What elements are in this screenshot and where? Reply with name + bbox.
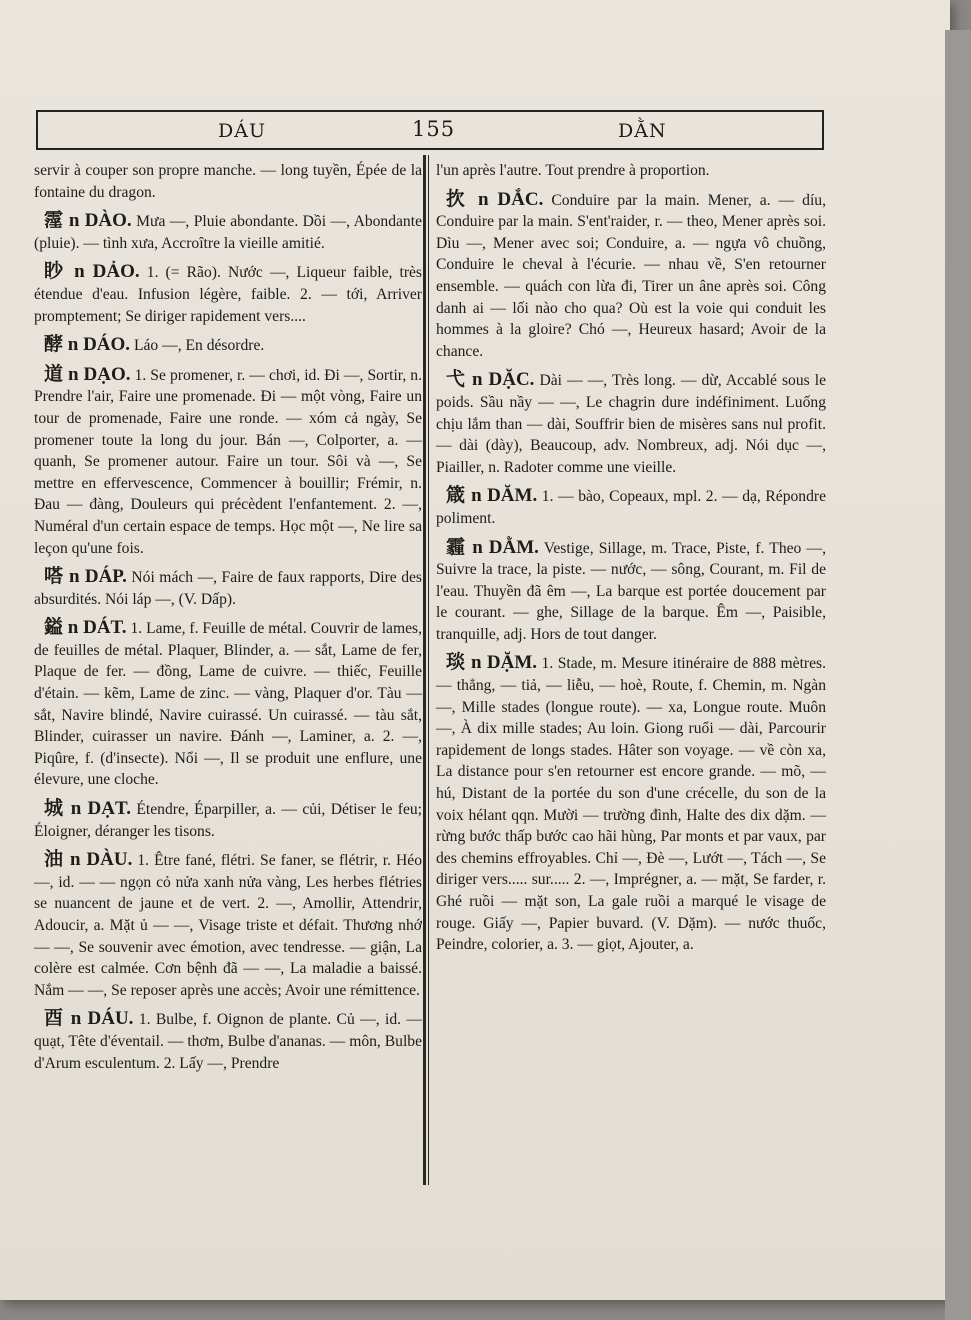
column-rule <box>423 155 426 1185</box>
entry-headword: 鎰 n DÁT. <box>44 617 127 639</box>
entry-text: Étendre, Éparpiller, a. — củi, Détiser le feu; Éloigner, déranger les tisons. <box>34 801 422 840</box>
dictionary-entry <box>436 537 826 646</box>
entry-text: l'un après l'autre. Tout prendre à proportion. <box>436 162 710 179</box>
header-right-word: DẰN <box>618 120 667 142</box>
entry-headword: 眇 n DẢO. <box>44 261 140 283</box>
running-header <box>36 110 824 150</box>
entry-headword: 嗒 n DÁP. <box>44 566 127 588</box>
dictionary-entry <box>436 652 826 955</box>
entry-headword: 酵 n DÁO. <box>44 334 131 356</box>
dictionary-entry <box>34 364 422 559</box>
entry-text: Nói mách —, Faire de faux rapports, Dire des absurdités. Nói láp —, (V. Dấp). <box>34 569 422 608</box>
dictionary-entry <box>34 798 422 842</box>
entry-text: Dài — —, Très long. — dừ, Accablé sous le poids. Sầu nầy — —, Le chagrin dure indéfiniment. Luống chịu lắm than — dài, Souffrir bien de misères sans nul profit. — dài (dày), Beaucoup, adv. Nombreux, adj. Nói dục —, Piailler, n. Radoter comme une vieille. <box>436 372 826 476</box>
entry-text: 1. Se promener, r. — chơi, id. Đi —, Sortir, n. Prendre l'air, Faire une promenade. Đi — một vòng, Faire un tour de promenade, Faire une ronde. — xóm cả ngày, Se promener toute la long du jour. Bán —, Colporter, a. — quanh, Se promener autour. Faire un tour. Sôi và —, Se mettre en effervescence, Commencer à bouillir; Frémir, n. Đau — đàng, Douleurs qui précèdent l'enfantement. 2. —, Numéral d'un certain espace de temps. Học một —, Ne lire sa leçon qu'une fois. <box>34 366 422 557</box>
entry-text: 1. (= Rão). Nước —, Liqueur faible, très étendue d'eau. Infusion légère, faible. 2. — tới, Arriver promptement; Se diriger rapidement vers.... <box>34 264 423 325</box>
entry-text: Conduire par la main. Mener, a. — díu, Conduire par la main. S'ent'raider, r. — theo, Mener après soi. Dìu —, Mener avec soi; Conduire, a. — ngựa vô chuồng, Conduire le cheval à l'écurie. — nhau về, S'en retourner ensemble. — quách con lừa đi, Tirer un âne après soi. Công danh ai — lối nào cho qua? Où est la voie qui conduit les hommes à la gloire? Chó —, Heureux hasard; Avoir de la chance. <box>436 191 826 360</box>
dictionary-entry <box>34 334 422 357</box>
entry-headword: 油 n DÀU. <box>44 849 133 871</box>
entry-text: 1. Être fané, flétri. Se faner, se flétrir, r. Héo —, id. — — ngọn cỏ nửa xanh nửa vàng, Les herbes flétries se nuancent de jaune et de vert. 2. —, Amollir, Attendrir, Adoucir, a. Mặt ủ — —, Visage triste et défait. Thương nhớ — —, Se souvenir avec émotion, avec tendresse. — giận, La colère est calmée. Cơn bệnh đã — —, La maladie a baissé. Nắm — —, Se reposer après une accès; Avoir une rémittence. <box>34 852 422 999</box>
header-left-word: DÁU <box>218 120 266 142</box>
dictionary-entry <box>436 369 826 478</box>
entry-headword: 霾 n DẰM. <box>446 536 539 558</box>
dictionary-entry <box>34 210 422 254</box>
entry-headword: 霪 n DÀO. <box>44 210 132 232</box>
entry-text: 1. Lame, f. Feuille de métal. Couvrir de lames, de feuilles de métal. Plaquer, Blinder, a. — sắt, Lame de fer, Plaque de fer. — đồng, Lame de cuivre. — thiếc, Feuille d'étain. — kẽm, Lame de zinc. — vàng, Plaquer d'or. Tàu — sắt, Navire blindé, Navire cuirassé. Un cuirassé. — tàu sắt, Blinder, cuirasser un navire. Đánh —, Laminer, a. 2. —, Piqûre, f. (d'insecte). Nổi —, Il se produit une enflure, une élevure, une cloche. <box>34 620 422 789</box>
book-edge-shadow <box>945 30 971 1320</box>
page-number: 155 <box>412 117 456 141</box>
entry-headword: 酉 n DÁU. <box>44 1008 134 1030</box>
column-rule-thin <box>428 155 429 1185</box>
dictionary-entry <box>436 189 826 363</box>
entry-headword: 道 n DẠO. <box>44 363 131 385</box>
entry-text: 1. Bulbe, f. Oignon de plante. Củ —, id. — quạt, Tête d'éventail. — thơm, Bulbe d'ananas. — môn, Bulbe d'Arum esculentum. 2. Lấy —, Prendre <box>34 1011 422 1072</box>
entry-text: Mưa —, Pluie abondante. Dồi —, Abondante (pluie). — tình xưa, Accroître la vieille amitié. <box>34 213 422 252</box>
dictionary-entry <box>34 617 422 791</box>
entry-headword: 扻 n DẮC. <box>446 188 544 210</box>
dictionary-entry <box>34 566 422 610</box>
dictionary-entry <box>34 261 422 327</box>
dictionary-entry <box>436 160 826 182</box>
entry-headword: 箴 n DĂM. <box>446 485 538 507</box>
entry-headword: 弋 n DẶC. <box>446 369 535 391</box>
entry-text: 1. Stade, m. Mesure itinéraire de 888 mètres. — thẳng, — tiả, — liễu, — hoè, Route, f. Chemin, m. Ngàn —, Mille stades (longue route). — xa, Longue route. Muôn —, À dix mille stades; Au loin. Giong ruổi — dài, Parcourir rapidement de longs stades. Hâter son voyage. — về còn xa, La distance pour s'en retourner est encore grande. — mõ, — hú, Distant de la portée du son d'une crécelle, du son de la voix hélant qqn. Mười — trường đình, Halte des dix dặm. — rừng bước thấp bước cao hãi hùng, Par monts et par vaux, par des chemins effroyables. Chỉ —, Đè —, Lướt —, Tách —, Se diriger vers..... sur..... 2. —, Imprégner, a. — mặt, Se farder, r. Ghé ruồi — mặt son, La gale ruồi a marqué le visage de rouge. Giấy —, Papier buvard. (V. Dặm). — nước thuốc, Peindre, colorier, a. 3. — giọt, Ajouter, a. <box>436 655 826 954</box>
dictionary-entry <box>34 1008 422 1074</box>
entry-text: Vestige, Sillage, m. Trace, Piste, f. Theo —, Suivre la trace, la piste. — nước, — sông, Courant, m. Fil de l'eau. Thuyền đã êm —, La barque est portée doucement par le courant. — ghe, Sillage de la barque. Êm —, Paisible, tranquille, adj. Hors de tout danger. <box>436 539 826 643</box>
dictionary-entry <box>34 849 422 1001</box>
entry-text: Láo —, En désordre. <box>133 337 265 355</box>
entry-text: 1. — bào, Copeaux, mpl. 2. — dạ, Répondre poliment. <box>436 488 827 527</box>
dictionary-entry <box>436 485 826 529</box>
entry-headword: 琰 n DẶM. <box>446 652 538 674</box>
entry-headword: 城 n DẠT. <box>44 798 131 820</box>
entry-text: servir à couper son propre manche. — long tuyền, Épée de la fontaine du dragon. <box>34 162 422 201</box>
dictionary-entry <box>34 160 422 203</box>
right-column <box>436 160 826 963</box>
left-column <box>34 160 422 1081</box>
